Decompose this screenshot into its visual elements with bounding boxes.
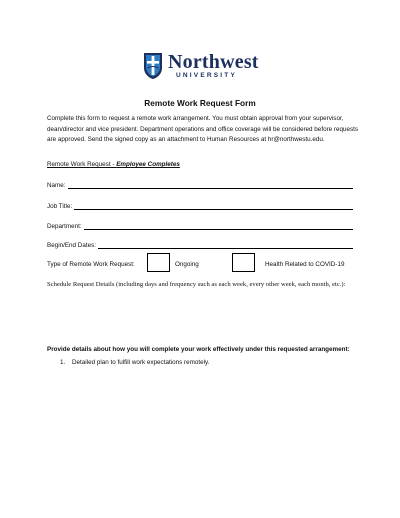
- covid-checkbox[interactable]: [232, 253, 255, 272]
- section-heading: [47, 161, 180, 168]
- department-line[interactable]: [84, 222, 353, 230]
- job-title-field[interactable]: [47, 200, 353, 210]
- shield-cross-icon: [143, 52, 163, 80]
- dates-line[interactable]: [98, 241, 353, 249]
- university-logo: [143, 52, 261, 86]
- department-field[interactable]: [47, 220, 353, 230]
- dates-label: Begin/End Dates:: [47, 242, 97, 249]
- department-label: Department:: [47, 223, 82, 230]
- section-heading-emphasis: Employee Completes: [116, 161, 180, 168]
- request-type-label: Type of Remote Work Request:: [47, 261, 135, 268]
- request-type-row: [47, 253, 367, 273]
- schedule-details-label: Schedule Request Details (including days and frequency such as each week, every other week, each month, etc.):: [47, 281, 346, 288]
- university-subtitle: UNIVERSITY: [176, 72, 238, 79]
- job-title-line[interactable]: [74, 202, 353, 210]
- intro-paragraph: Complete this form to request a remote work arrangement. You must obtain approval from your supervisor, dean/director and vice president. Department operations and office coverage will be considered before requests are approved. Send the signed copy as an attachment to Human Resources at hr@northwestu.edu.: [47, 115, 359, 143]
- ongoing-label: Ongoing: [175, 261, 199, 268]
- details-prompt: Provide details about how you will complete your work effectively under this requested arrangement:: [47, 346, 350, 353]
- list-item-text: Detailed plan to fulfill work expectations remotely.: [72, 359, 210, 366]
- name-label: Name:: [47, 182, 66, 189]
- dates-field[interactable]: [47, 239, 353, 249]
- covid-label: Health Related to COVID-19: [265, 261, 345, 268]
- section-heading-prefix: Remote Work Request -: [47, 161, 117, 168]
- job-title-label: Job Title:: [47, 203, 73, 210]
- university-name: Northwest: [168, 51, 259, 73]
- page-title: Remote Work Request Form: [144, 98, 256, 108]
- list-item-number: 1.: [60, 359, 66, 366]
- ongoing-checkbox[interactable]: [147, 253, 170, 272]
- name-line[interactable]: [68, 181, 353, 189]
- list-item: [60, 359, 209, 366]
- name-field[interactable]: [47, 179, 353, 189]
